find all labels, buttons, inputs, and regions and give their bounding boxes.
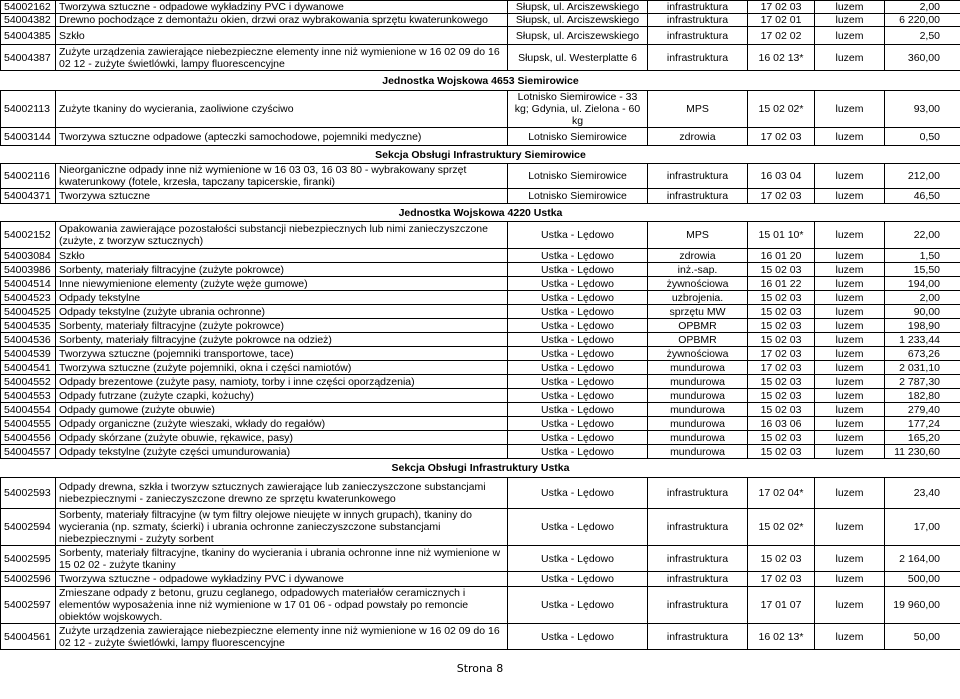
quantity-cell: 2,00 [885,291,960,305]
storage-location-cell: Ustka - Lędowo [508,291,648,305]
table-row [1,249,960,263]
quantity-cell: 17,00 [885,509,960,546]
waste-class-code-cell: 17 02 01 [748,14,815,27]
storage-location-cell: Ustka - Lędowo [508,305,648,319]
waste-class-code-cell: 17 02 03 [748,1,815,14]
waste-code-cell: 54003986 [1,263,56,277]
waste-class-code-cell: 17 02 03 [748,572,815,587]
table-row [1,14,960,27]
storage-form-cell: luzem [815,45,885,71]
storage-form-cell: luzem [815,189,885,204]
waste-description-cell: Odpady gumowe (zużyte obuwie) [56,403,508,417]
storage-form-cell: luzem [815,587,885,624]
waste-class-code-cell: 15 02 03 [748,305,815,319]
section-title: Jednostka Wojskowa 4653 Siemirowice [1,71,960,91]
quantity-cell: 165,20 [885,431,960,445]
storage-form-cell: luzem [815,403,885,417]
storage-form-cell: luzem [815,445,885,459]
storage-location-cell: Lotnisko Siemirowice [508,128,648,146]
table-row [1,587,960,624]
page-number: Strona 8 [456,662,504,675]
quantity-cell: 673,26 [885,347,960,361]
service-category-cell: mundurowa [648,375,748,389]
storage-form-cell: luzem [815,249,885,263]
storage-location-cell: Ustka - Lędowo [508,263,648,277]
waste-description-cell: Szkło [56,27,508,45]
table-row [1,277,960,291]
table-row [1,189,960,204]
table-row [1,91,960,128]
waste-class-code-cell: 15 02 03 [748,375,815,389]
table-row [1,509,960,546]
quantity-cell: 279,40 [885,403,960,417]
waste-description-cell: Sorbenty, materiały filtracyjne (w tym filtry olejowe nieujęte w innych grupach), tkaniny do wycierania (np. szmaty, ścierki) i ubrania ochronne zanieczyszczone substancjami niebezpiecznymi - zużyty sorbent [56,509,508,546]
storage-location-cell: Ustka - Lędowo [508,546,648,572]
waste-code-cell: 54004535 [1,319,56,333]
waste-class-code-cell: 17 02 02 [748,27,815,45]
quantity-cell: 2 164,00 [885,546,960,572]
quantity-cell: 194,00 [885,277,960,291]
storage-location-cell: Ustka - Lędowo [508,509,648,546]
waste-code-cell: 54002162 [1,1,56,14]
waste-code-cell: 54002116 [1,164,56,189]
waste-description-cell: Sorbenty, materiały filtracyjne, tkaniny do wycierania i ubrania ochronne inne niż wymienione w 15 02 02 - zużyte tkaniny [56,546,508,572]
storage-location-cell: Słupsk, ul. Arciszewskiego [508,14,648,27]
service-category-cell: mundurowa [648,403,748,417]
waste-code-cell: 54004385 [1,27,56,45]
waste-class-code-cell: 17 02 04* [748,478,815,509]
service-category-cell: infrastruktura [648,572,748,587]
waste-code-cell: 54004371 [1,189,56,204]
storage-location-cell: Słupsk, ul. Westerplatte 6 [508,45,648,71]
table-row [1,27,960,45]
service-category-cell: infrastruktura [648,27,748,45]
table-row [1,624,960,650]
waste-class-code-cell: 15 02 03 [748,389,815,403]
storage-form-cell: luzem [815,389,885,403]
storage-form-cell: luzem [815,417,885,431]
section-header-row [1,71,960,91]
table-row [1,478,960,509]
table-row [1,546,960,572]
storage-form-cell: luzem [815,509,885,546]
storage-location-cell: Słupsk, ul. Arciszewskiego [508,27,648,45]
storage-form-cell: luzem [815,478,885,509]
waste-code-cell: 54004561 [1,624,56,650]
storage-form-cell: luzem [815,91,885,128]
quantity-cell: 22,00 [885,222,960,249]
quantity-cell: 2 031,10 [885,361,960,375]
section-header-row [1,146,960,164]
service-category-cell: MPS [648,91,748,128]
table-row [1,263,960,277]
waste-code-cell: 54002596 [1,572,56,587]
waste-code-cell: 54004539 [1,347,56,361]
quantity-cell: 2 787,30 [885,375,960,389]
waste-description-cell: Odpady brezentowe (zużyte pasy, namioty, torby i inne części oporządzenia) [56,375,508,389]
storage-form-cell: luzem [815,431,885,445]
waste-description-cell: Zużyte tkaniny do wycierania, zaoliwione czyściwo [56,91,508,128]
waste-code-cell: 54004514 [1,277,56,291]
waste-class-code-cell: 15 02 03 [748,546,815,572]
storage-form-cell: luzem [815,164,885,189]
waste-description-cell: Odpady futrzane (zużyte czapki, kożuchy) [56,389,508,403]
waste-code-cell: 54004541 [1,361,56,375]
waste-code-cell: 54002595 [1,546,56,572]
waste-class-code-cell: 16 01 22 [748,277,815,291]
service-category-cell: żywnościowa [648,347,748,361]
waste-description-cell: Odpady organiczne (zużyte wieszaki, wkłady do regałów) [56,417,508,431]
waste-class-code-cell: 15 02 03 [748,333,815,347]
table-row [1,431,960,445]
storage-form-cell: luzem [815,333,885,347]
table-body [1,1,960,650]
waste-class-code-cell: 17 02 03 [748,361,815,375]
waste-description-cell: Zużyte urządzenia zawierające niebezpieczne elementy inne niż wymienione w 16 02 09 do 16 02 12 - zużyte świetlówki, lampy fluorescencyjne [56,624,508,650]
waste-code-cell: 54004387 [1,45,56,71]
storage-form-cell: luzem [815,319,885,333]
storage-location-cell: Ustka - Lędowo [508,431,648,445]
service-category-cell: infrastruktura [648,14,748,27]
section-title: Sekcja Obsługi Infrastruktury Ustka [1,459,960,478]
quantity-cell: 1 233,44 [885,333,960,347]
waste-class-code-cell: 15 02 03 [748,291,815,305]
storage-location-cell: Lotnisko Siemirowice [508,189,648,204]
quantity-cell: 19 960,00 [885,587,960,624]
storage-form-cell: luzem [815,347,885,361]
service-category-cell: mundurowa [648,445,748,459]
quantity-cell: 1,50 [885,249,960,263]
storage-location-cell: Ustka - Lędowo [508,277,648,291]
waste-code-cell: 54002113 [1,91,56,128]
service-category-cell: infrastruktura [648,546,748,572]
storage-location-cell: Ustka - Lędowo [508,222,648,249]
storage-location-cell: Ustka - Lędowo [508,375,648,389]
waste-class-code-cell: 15 02 02* [748,91,815,128]
table-row [1,1,960,14]
waste-code-cell: 54002593 [1,478,56,509]
quantity-cell: 198,90 [885,319,960,333]
quantity-cell: 2,50 [885,27,960,45]
service-category-cell: mundurowa [648,361,748,375]
waste-description-cell: Odpady tekstylne [56,291,508,305]
storage-location-cell: Ustka - Lędowo [508,624,648,650]
waste-code-cell: 54003144 [1,128,56,146]
table-row [1,164,960,189]
table-row [1,291,960,305]
service-category-cell: MPS [648,222,748,249]
waste-code-cell: 54004556 [1,431,56,445]
waste-code-cell: 54004523 [1,291,56,305]
storage-location-cell: Ustka - Lędowo [508,445,648,459]
quantity-cell: 182,80 [885,389,960,403]
storage-location-cell: Ustka - Lędowo [508,478,648,509]
waste-class-code-cell: 16 03 06 [748,417,815,431]
quantity-cell: 0,50 [885,128,960,146]
quantity-cell: 177,24 [885,417,960,431]
quantity-cell: 11 230,60 [885,445,960,459]
table-row [1,45,960,71]
waste-description-cell: Tworzywa sztuczne (zużyte pojemniki, okna i części namiotów) [56,361,508,375]
waste-class-code-cell: 15 01 10* [748,222,815,249]
waste-description-cell: Inne niewymienione elementy (zużyte węże gumowe) [56,277,508,291]
service-category-cell: zdrowia [648,249,748,263]
storage-form-cell: luzem [815,27,885,45]
storage-location-cell: Ustka - Lędowo [508,403,648,417]
section-header-row [1,204,960,222]
section-header-row [1,459,960,478]
waste-code-cell: 54002597 [1,587,56,624]
storage-form-cell: luzem [815,222,885,249]
waste-class-code-cell: 17 02 03 [748,347,815,361]
storage-location-cell: Ustka - Lędowo [508,417,648,431]
table-row [1,222,960,249]
waste-description-cell: Tworzywa sztuczne odpadowe (apteczki samochodowe, pojemniki medyczne) [56,128,508,146]
waste-description-cell: Sorbenty, materiały filtracyjne (zużyte pokrowce na odzież) [56,333,508,347]
waste-description-cell: Sorbenty, materiały filtracyjne (zużyte pokrowce) [56,319,508,333]
service-category-cell: inż.-sap. [648,263,748,277]
quantity-cell: 6 220,00 [885,14,960,27]
waste-description-cell: Nieorganiczne odpady inne niż wymienione w 16 03 03, 16 03 80 - wybrakowany sprzęt kwaterunkowy (fotele, krzesła, tapczany tapicerskie, firanki) [56,164,508,189]
storage-form-cell: luzem [815,375,885,389]
waste-description-cell: Tworzywa sztuczne - odpadowe wykładziny PVC i dywanowe [56,1,508,14]
waste-class-code-cell: 16 01 20 [748,249,815,263]
quantity-cell: 15,50 [885,263,960,277]
waste-class-code-cell: 15 02 03 [748,319,815,333]
waste-code-cell: 54003084 [1,249,56,263]
waste-code-cell: 54004536 [1,333,56,347]
waste-class-code-cell: 17 02 03 [748,189,815,204]
waste-class-code-cell: 16 02 13* [748,45,815,71]
waste-class-code-cell: 16 03 04 [748,164,815,189]
service-category-cell: infrastruktura [648,1,748,14]
service-category-cell: żywnościowa [648,277,748,291]
section-title: Sekcja Obsługi Infrastruktury Siemirowice [1,146,960,164]
table-row [1,445,960,459]
service-category-cell: infrastruktura [648,587,748,624]
waste-description-cell: Zużyte urządzenia zawierające niebezpieczne elementy inne niż wymienione w 16 02 09 do 16 02 12 - zużyte świetlówki, lampy fluorescencyjne [56,45,508,71]
table-row [1,333,960,347]
waste-class-code-cell: 15 02 03 [748,263,815,277]
storage-location-cell: Lotnisko Siemirowice - 33 kg; Gdynia, ul. Zielona - 60 kg [508,91,648,128]
storage-form-cell: luzem [815,263,885,277]
waste-code-cell: 54004555 [1,417,56,431]
storage-form-cell: luzem [815,1,885,14]
storage-location-cell: Ustka - Lędowo [508,389,648,403]
waste-description-cell: Sorbenty, materiały filtracyjne (zużyte pokrowce) [56,263,508,277]
storage-form-cell: luzem [815,128,885,146]
waste-class-code-cell: 15 02 02* [748,509,815,546]
service-category-cell: sprzętu MW [648,305,748,319]
service-category-cell: infrastruktura [648,624,748,650]
service-category-cell: infrastruktura [648,189,748,204]
service-category-cell: zdrowia [648,128,748,146]
service-category-cell: infrastruktura [648,509,748,546]
waste-description-cell: Odpady tekstylne (zużyte ubrania ochronne) [56,305,508,319]
storage-location-cell: Ustka - Lędowo [508,361,648,375]
table-row [1,417,960,431]
service-category-cell: mundurowa [648,431,748,445]
storage-location-cell: Ustka - Lędowo [508,333,648,347]
waste-code-cell: 54004554 [1,403,56,417]
quantity-cell: 46,50 [885,189,960,204]
service-category-cell: mundurowa [648,389,748,403]
storage-form-cell: luzem [815,14,885,27]
waste-code-cell: 54004525 [1,305,56,319]
table-row [1,375,960,389]
waste-code-cell: 54002594 [1,509,56,546]
quantity-cell: 93,00 [885,91,960,128]
waste-class-code-cell: 15 02 03 [748,403,815,417]
storage-form-cell: luzem [815,546,885,572]
storage-form-cell: luzem [815,277,885,291]
waste-description-cell: Szkło [56,249,508,263]
storage-location-cell: Słupsk, ul. Arciszewskiego [508,1,648,14]
waste-class-code-cell: 15 02 03 [748,431,815,445]
service-category-cell: OPBMR [648,333,748,347]
waste-class-code-cell: 16 02 13* [748,624,815,650]
storage-form-cell: luzem [815,291,885,305]
waste-description-cell: Odpady drewna, szkła i tworzyw sztucznych zawierające lub zanieczyszczone substancjami niebezpiecznymi - zanieczyszczone drewno ze sprzętu kwaterunkowego [56,478,508,509]
table-row [1,403,960,417]
table-row [1,572,960,587]
storage-form-cell: luzem [815,305,885,319]
service-category-cell: infrastruktura [648,164,748,189]
quantity-cell: 212,00 [885,164,960,189]
storage-location-cell: Ustka - Lędowo [508,572,648,587]
waste-code-cell: 54004552 [1,375,56,389]
storage-location-cell: Ustka - Lędowo [508,587,648,624]
quantity-cell: 90,00 [885,305,960,319]
waste-description-cell: Drewno pochodzące z demontażu okien, drzwi oraz wybrakowania sprzętu kwaterunkowego [56,14,508,27]
table-row [1,347,960,361]
storage-location-cell: Ustka - Lędowo [508,249,648,263]
waste-code-cell: 54004557 [1,445,56,459]
waste-description-cell: Odpady tekstylne (zużyte części umundurowania) [56,445,508,459]
quantity-cell: 2,00 [885,1,960,14]
storage-location-cell: Ustka - Lędowo [508,347,648,361]
service-category-cell: infrastruktura [648,45,748,71]
table-row [1,361,960,375]
table-row [1,128,960,146]
waste-class-code-cell: 17 01 07 [748,587,815,624]
quantity-cell: 360,00 [885,45,960,71]
service-category-cell: OPBMR [648,319,748,333]
storage-form-cell: luzem [815,572,885,587]
service-category-cell: mundurowa [648,417,748,431]
waste-description-cell: Opakowania zawierające pozostałości substancji niebezpiecznych lub nimi zanieczyszczone (zużyte, z tworzyw sztucznych) [56,222,508,249]
storage-location-cell: Lotnisko Siemirowice [508,164,648,189]
section-title: Jednostka Wojskowa 4220 Ustka [1,204,960,222]
service-category-cell: uzbrojenia. [648,291,748,305]
waste-description-cell: Tworzywa sztuczne - odpadowe wykładziny PVC i dywanowe [56,572,508,587]
waste-code-cell: 54004382 [1,14,56,27]
quantity-cell: 23,40 [885,478,960,509]
storage-form-cell: luzem [815,361,885,375]
waste-description-cell: Tworzywa sztuczne [56,189,508,204]
table-row [1,305,960,319]
table-row [1,389,960,403]
storage-location-cell: Ustka - Lędowo [508,319,648,333]
waste-description-cell: Zmieszane odpady z betonu, gruzu ceglanego, odpadowych materiałów ceramicznych i elementów wyposażenia inne niż wymienione w 17 01 06 - odpad powstały po remoncie obiektów wojskowych. [56,587,508,624]
waste-code-cell: 54004553 [1,389,56,403]
waste-description-cell: Odpady skórzane (zużyte obuwie, rękawice, pasy) [56,431,508,445]
service-category-cell: infrastruktura [648,478,748,509]
quantity-cell: 50,00 [885,624,960,650]
waste-class-code-cell: 17 02 03 [748,128,815,146]
storage-form-cell: luzem [815,624,885,650]
quantity-cell: 500,00 [885,572,960,587]
table-row [1,319,960,333]
waste-code-cell: 54002152 [1,222,56,249]
waste-description-cell: Tworzywa sztuczne (pojemniki transportowe, tace) [56,347,508,361]
waste-class-code-cell: 15 02 03 [748,445,815,459]
